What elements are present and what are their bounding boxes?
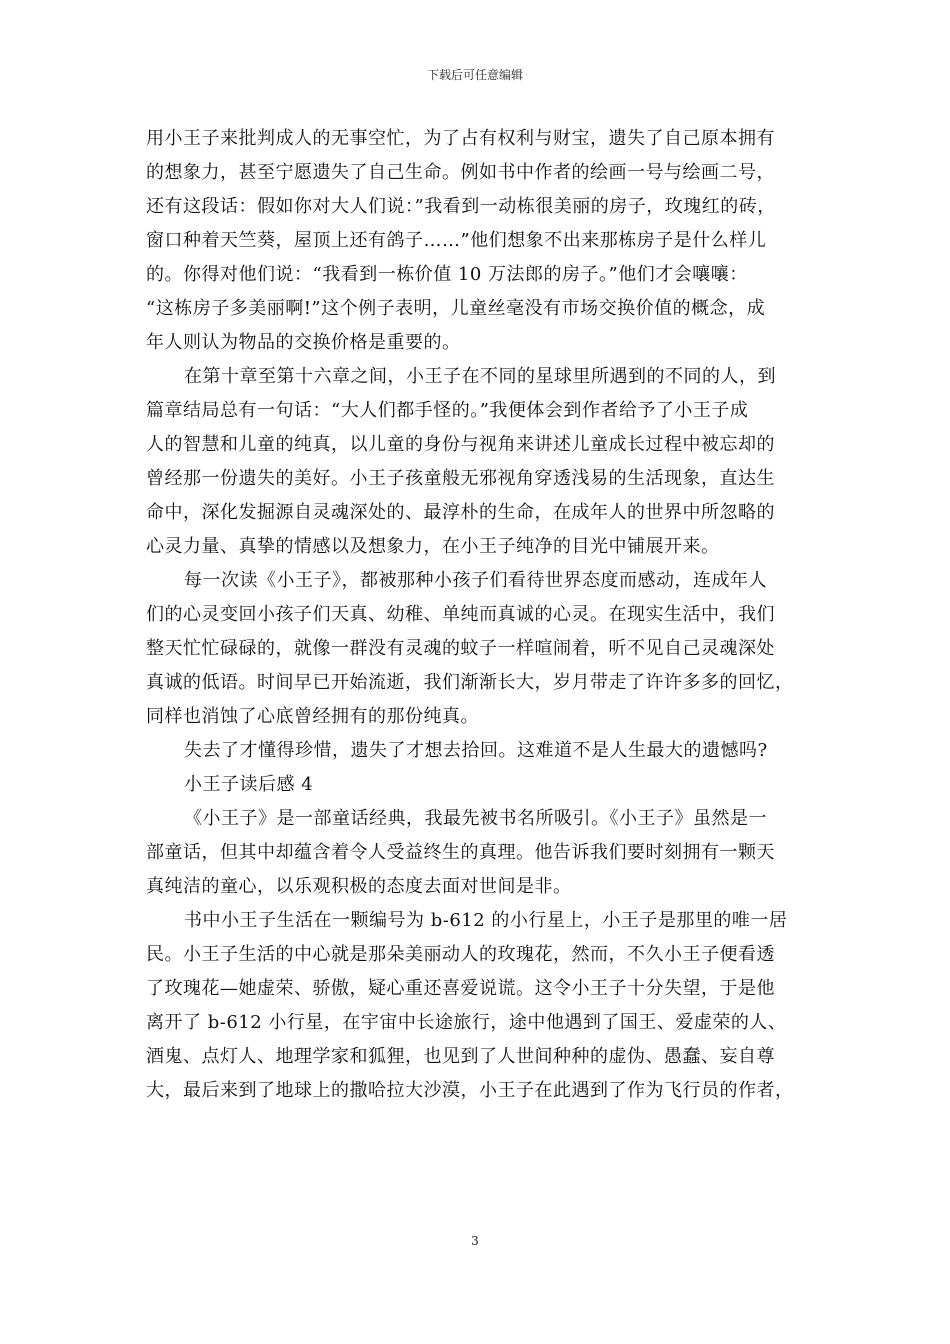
- paragraph-start-line: 失去了才懂得珍惜，遗失了才想去拾回。这难道不是人生最大的遗憾吗?: [184, 740, 768, 761]
- paragraph-start-line: 每一次读《小王子》，都被那种小孩子们看待世界态度而感动，连成年人: [184, 570, 767, 591]
- text-line: 真诚的低语。时间早已开始流逝，我们渐渐长大，岁月带走了许许多多的回忆，: [146, 672, 794, 693]
- paragraph-start-line: 书中小王子生活在一颗编号为 b-612 的小行星上，小王子是那里的唯一居: [184, 910, 788, 931]
- text-line: 窗口种着天竺葵，屋顶上还有鸽子……”他们想象不出来那栋房子是什么样儿: [146, 230, 767, 251]
- text-line: 人的智慧和儿童的纯真，以儿童的身份与视角来讲述儿童成长过程中被忘却的: [146, 434, 775, 455]
- text-line: 曾经那一份遗失的美好。小王子孩童般无邪视角穿透浅易的生活现象，直达生: [146, 468, 775, 489]
- text-line: 们的心灵变回小孩子们天真、幼稚、单纯而真诚的心灵。在现实生活中，我们: [146, 604, 775, 625]
- paragraph-start-line: 《小王子》是一部童话经典，我最先被书名所吸引。《小王子》虽然是一: [184, 808, 767, 829]
- page-header: 下载后可任意编辑: [426, 68, 523, 82]
- text-line: 用小王子来批判成人的无事空忙，为了占有权利与财宝，遗失了自己原本拥有: [146, 128, 775, 149]
- text-line: 年人则认为物品的交换价格是重要的。: [146, 332, 461, 353]
- text-line: 部童话，但其中却蕴含着令人受益终生的真理。他告诉我们要时刻拥有一颗天: [146, 842, 775, 863]
- text-line: 的。你得对他们说：“我看到一栋价值 10 万法郎的房子。”他们才会嚷嚷：: [146, 264, 748, 285]
- text-line: 还有这段话：假如你对大人们说：”我看到一动栋很美丽的房子，玫瑰红的砖，: [146, 196, 776, 217]
- text-line: 命中，深化发掘源自灵魂深处的、最淳朴的生命，在成年人的世界中所忽略的: [146, 502, 775, 523]
- text-line: “这栋房子多美丽啊!”这个例子表明，儿童丝毫没有市场交换价值的概念，成: [146, 298, 766, 319]
- text-line: 同样也消蚀了心底曾经拥有的那份纯真。: [146, 706, 479, 727]
- paragraph-start-line: 在第十章至第十六章之间，小王子在不同的星球里所遇到的不同的人，到: [184, 366, 776, 387]
- text-line: 心灵力量、真挚的情感以及想象力，在小王子纯净的目光中铺展开来。: [146, 536, 720, 557]
- text-line: 大，最后来到了地球上的撒哈拉大沙漠，小王子在此遇到了作为飞行员的作者，: [146, 1080, 794, 1101]
- text-line: 的想象力，甚至宁愿遗失了自己生命。例如书中作者的绘画一号与绘画二号，: [146, 162, 775, 183]
- text-line: 离开了 b-612 小行星，在宇宙中长途旅行，途中他遇到了国王、爱虚荣的人、: [146, 1012, 787, 1033]
- page-number: 3: [471, 1234, 479, 1248]
- text-line: 酒鬼、点灯人、地理学家和狐狸，也见到了人世间种种的虚伪、愚蠢、妄自尊: [146, 1046, 775, 1067]
- text-line: 篇章结局总有一句话：“大人们都手怪的。”我便体会到作者给予了小王子成: [146, 400, 749, 421]
- text-line: 真纯洁的童心，以乐观积极的态度去面对世间是非。: [146, 876, 572, 897]
- text-line: 整天忙忙碌碌的，就像一群没有灵魂的蚊子一样喧闹着，听不见自己灵魂深处: [146, 638, 775, 659]
- document-body: [146, 122, 822, 1108]
- text-line: 民。小王子生活的中心就是那朵美丽动人的玫瑰花，然而，不久小王子便看透: [146, 944, 775, 965]
- text-line: 了玫瑰花—她虚荣、骄傲，疑心重还喜爱说谎。这令小王子十分失望，于是他: [146, 978, 775, 999]
- section-title: 小王子读后感 4: [184, 774, 314, 795]
